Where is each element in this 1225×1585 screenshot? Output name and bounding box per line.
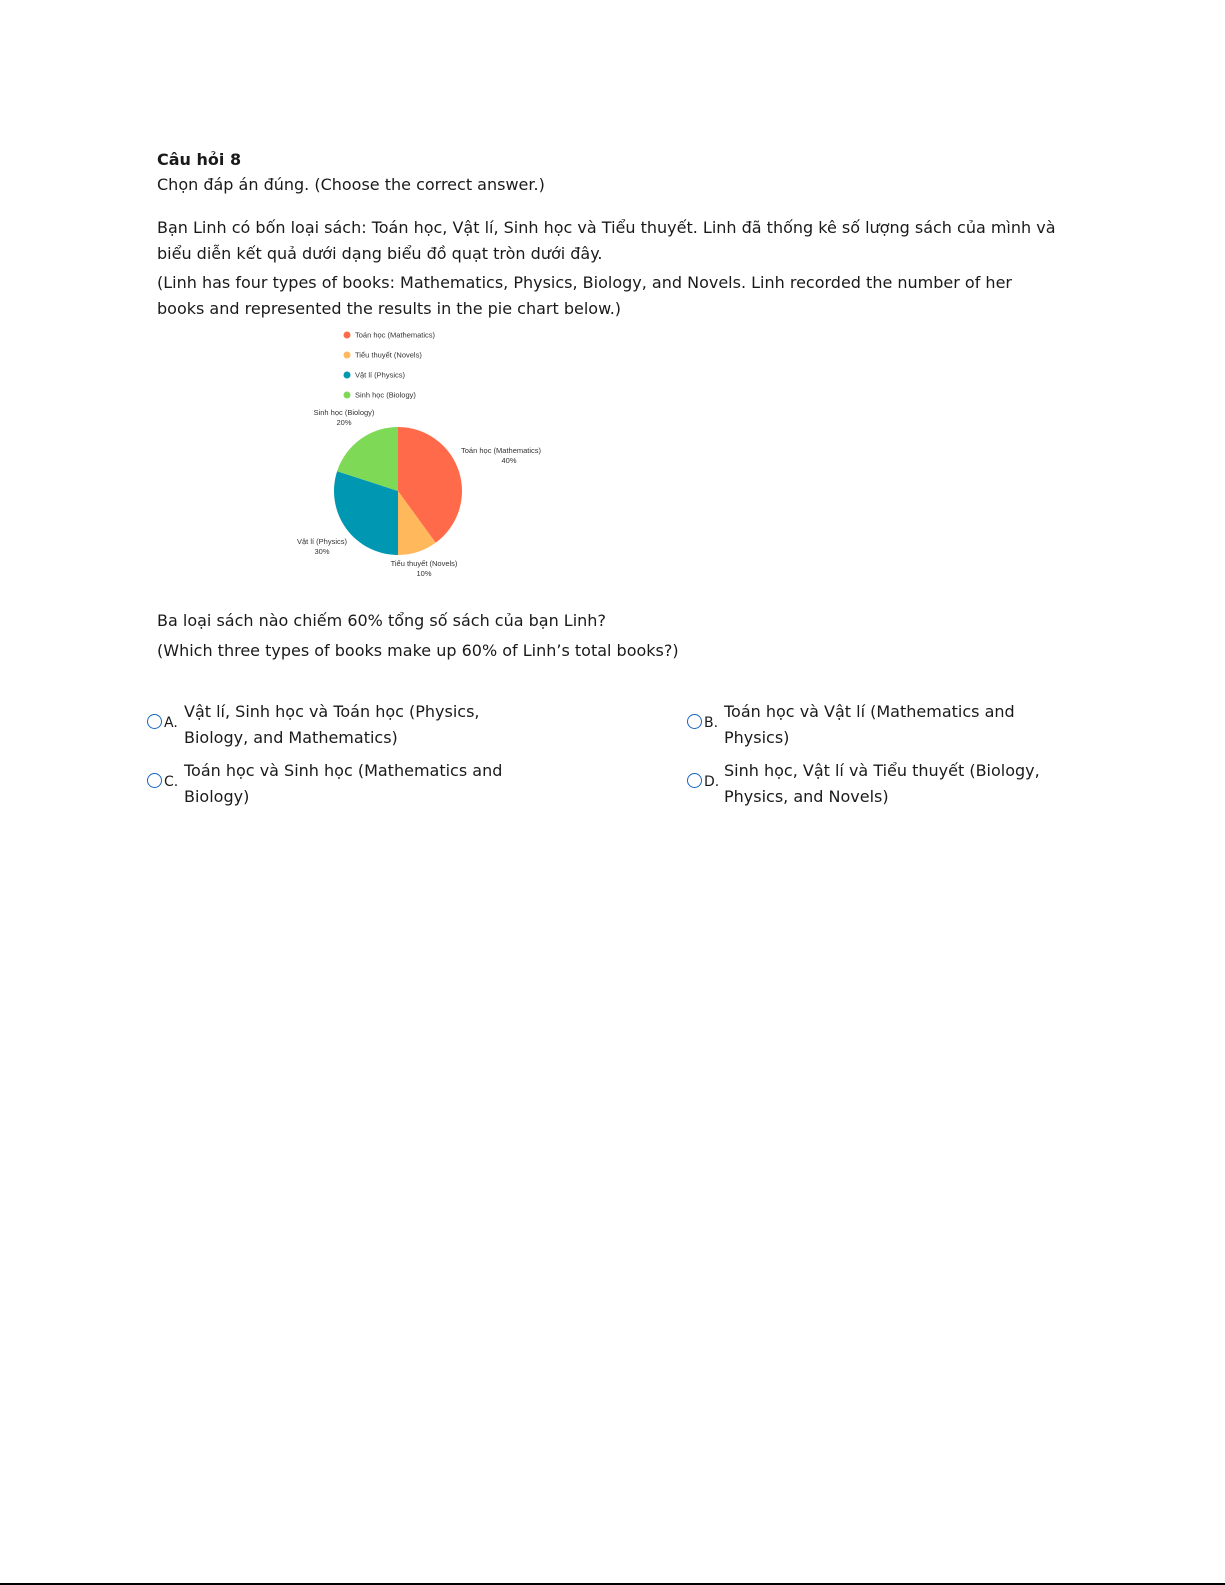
question-prompt-en: (Which three types of books make up 60% of Linh’s total books?) [157,641,679,660]
option-b-letter: B. [704,715,719,731]
option-a-radio[interactable] [147,714,162,729]
option-c-letter: C. [164,774,179,790]
legend-label-0: Toán học (Mathematics) [355,330,436,340]
option-a-letter: A. [164,715,178,731]
question-instruction: Chọn đáp án đúng. (Choose the correct answer.) [157,175,545,194]
legend-label-1: Tiểu thuyết (Novels) [355,350,422,360]
slice-label-1: Tiểu thuyết (Novels) [390,559,458,568]
slice-value-label-3: 20% [336,418,352,427]
slice-value-label-1: 10% [416,569,432,578]
legend-swatch-3 [344,392,351,399]
legend-label-2: Vật lí (Physics) [355,370,406,380]
question-prompt [157,606,679,666]
pie-chart-svg [280,322,580,584]
option-a-text[interactable]: Vật lí, Sinh học và Toán học (Physics, Biology, and Mathematics) [184,702,480,747]
legend-swatch-1 [344,352,351,359]
option-d-letter: D. [704,774,720,790]
question-title: Câu hỏi 8 [157,150,242,169]
legend-label-3: Sinh học (Biology) [355,390,416,400]
option-b-radio[interactable] [687,714,702,729]
slice-value-label-0: 40% [501,456,517,465]
question-paragraph-en: (Linh has four types of books: Mathematics, Physics, Biology, and Novels. Linh recorded the number of her books and represented the results in the pie chart below.) [157,273,1012,318]
option-b-text[interactable]: Toán học và Vật lí (Mathematics and Physics) [724,702,1015,747]
option-c-radio[interactable] [147,773,162,788]
legend-swatch-0 [344,332,351,339]
slice-label-3: Sinh học (Biology) [313,408,375,417]
slice-label-0: Toán học (Mathematics) [461,446,542,455]
slice-label-2: Vật lí (Physics) [296,537,348,546]
question-paragraph-vi: Bạn Linh có bốn loại sách: Toán học, Vật lí, Sinh học và Tiểu thuyết. Linh đã thống kê số lượng sách của mình và biểu diễn kết quả dưới dạng biểu đồ quạt tròn dưới đây. [157,218,1056,263]
option-c-text[interactable]: Toán học và Sinh học (Mathematics and Biology) [184,761,503,806]
option-d-radio[interactable] [687,773,702,788]
option-d-text[interactable]: Sinh học, Vật lí và Tiểu thuyết (Biology, Physics, and Novels) [724,761,1040,806]
slice-value-label-2: 30% [314,547,330,556]
question-prompt-vi: Ba loại sách nào chiếm 60% tổng số sách của bạn Linh? [157,611,606,630]
legend-swatch-2 [344,372,351,379]
pie-chart [280,322,580,584]
